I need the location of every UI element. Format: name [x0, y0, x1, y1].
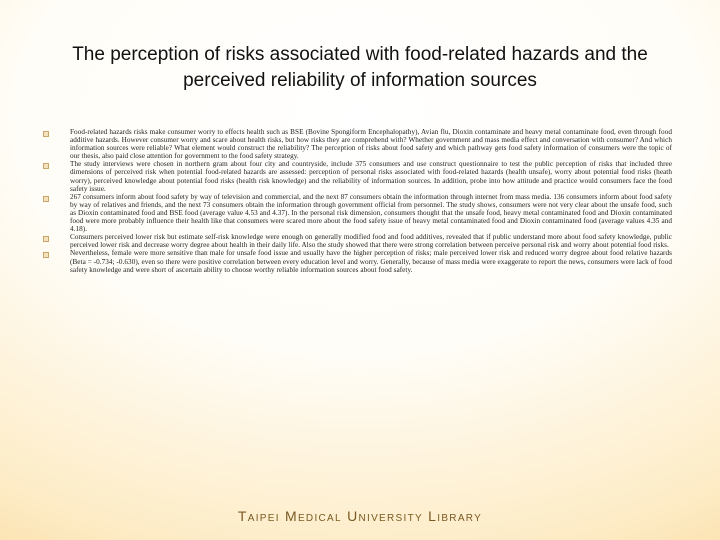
bullet-square-icon [43, 163, 49, 169]
footer-library-name: Taipei Medical University Library [237, 508, 483, 524]
bullet-square-icon [43, 252, 49, 258]
bullet-text: 267 consumers inform about food safety by way of television and commercial, and the next 87 consumers obtain the information through internet from mass media. 136 consumers inform about food safety by way of relatives and friends, and the next 73 consumers obtain the information through government official from personnel. The study shows, consumers were not very clear about the unsafe food, such as Dioxin contaminated food and BSE food (average value 4.53 and 4.37). In the personal risk dimension, consumers thought that the unsafe food, heavy metal contaminated food and Dioxin contaminated food were more probably influence their health like that consumers were scared more about the food safety issue of heavy metal contaminated food and Dioxin contaminated food (average values 4.35 and 4.18). [70, 192, 672, 234]
bullet-text: Consumers perceived lower risk but estimate self-risk knowledge were enough on generally modified food and food additives, revealed that if public understand more about food safety knowledge, public perceived lower risk and decrease worry degree about health in their daily life. Also the study showed that there were strong correlation between perceive personal risk and worry about potential food risks. [70, 233, 672, 250]
slide-title-line-2: perceived reliability of information sources [183, 70, 537, 91]
slide-title-line-1: The perception of risks associated with food-related hazards and the [72, 44, 648, 65]
bullet-item [40, 160, 672, 192]
bullet-text: Food-related hazards risks make consumer worry to effects health such as BSE (Bovine Spongiform Encephalopathy), Avian flu, Dioxin contaminate and heavy metal contaminate food, even through food additive hazards. However consumer worry and scare about health risks, but how risks they are comprehend with? Whether government and mass media effect and conversation with consumer? And which information sources were reliable? What element would construct the reliability? The perception of risks about food safety and which pathway gets food safety information of consumers were the topic of our thesis, also paid close attention for government to the food safety strategy. [70, 128, 672, 161]
slide-title [40, 42, 680, 94]
bullet-square-icon [43, 236, 49, 242]
bullet-item [40, 233, 672, 249]
bullet-item [40, 193, 672, 233]
bullet-text: Nevertheless, female were more sensitive than male for unsafe food issue and usually have the higher perception of risks; male perceived lower risk and reduced worry degree about food relative hazards (Beta = -0.734; -0.630), even so there were positive correlation between every education level and worry. Generally, because of mass media were exaggerate to report the news, consumers were lack of food safety knowledge and were short of ascertain ability to choose worthy reliable information sources about food safety. [70, 249, 672, 274]
bullet-item [40, 249, 672, 273]
bullet-text: The study interviews were chosen in northern gram about four city and countryside, include 375 consumers and use construct questionnaire to test the public perception of risks that included three dimensions of perceived risk when potential food-related hazards are assessed: perception of personal risks associated with food-related hazards (health unsafe), worry about potential food risks (heath worry), perceived knowledge about potential food risks (health risk knowledge) and the reliability of information sources. In addition, probe into how attitude and practice would consumers face the food safety issue. [70, 160, 672, 193]
bullet-square-icon [43, 196, 49, 202]
bullet-list [40, 128, 672, 274]
bullet-square-icon [43, 131, 49, 137]
bullet-item [40, 128, 672, 160]
